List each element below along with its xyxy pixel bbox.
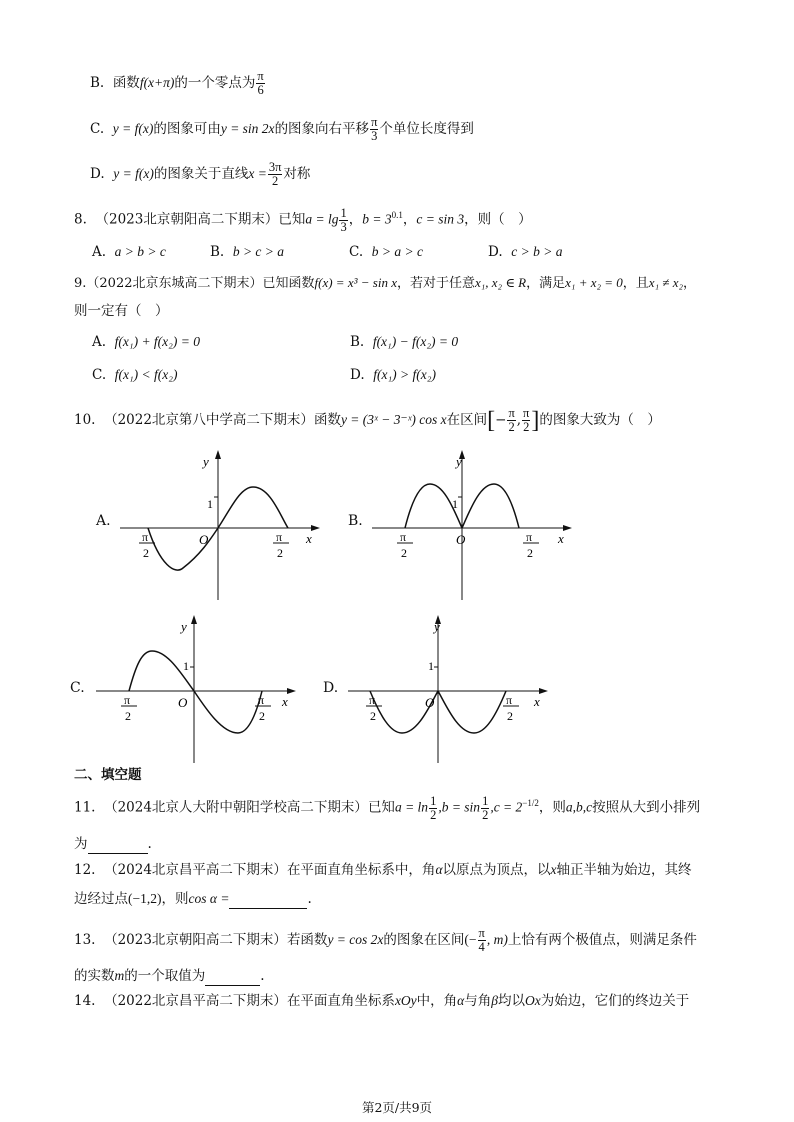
svg-text:y: y — [203, 454, 209, 469]
q13-answer-blank[interactable] — [205, 967, 260, 986]
svg-text:x: x — [534, 694, 540, 709]
question-14: 14. （2022北京昌平高二下期末）在平面直角坐标系xOy中，角α与角β均以Ox为始边，它们的终边关于 — [74, 993, 690, 1009]
svg-text:y: y — [456, 454, 462, 469]
graph-b-letter: B. — [348, 513, 363, 529]
q7-option-c: C. y = f(x)的图象可由y = sin 2x的图象向右平移 $\frac{\pi}{3}$ 个单位长度得到 — [90, 115, 474, 143]
q12-answer-blank[interactable] — [229, 890, 307, 909]
svg-text:O: O — [425, 695, 435, 710]
svg-text:2: 2 — [370, 709, 376, 723]
question-8: 8. （2023北京朝阳高二下期末）已知a = lg $\frac{1}{3}$ ，$b = 3^{0.1}$，c = sin 3，则（ ） — [74, 205, 532, 234]
q8-option-a: A. a > b > c — [92, 244, 166, 260]
graph-c — [96, 615, 306, 765]
svg-text:1: 1 — [428, 659, 434, 673]
q9-option-b: B. f(x₁) − f(x₂) = 0 — [350, 334, 459, 350]
svg-text:π: π — [369, 693, 376, 707]
svg-text:O: O — [178, 695, 188, 710]
question-10: 10. （2022北京第八中学高二下期末）函数y = (3ˣ − 3⁻ˣ) cos x在区间[− $\frac{\pi}{2}$ , $\frac{\pi}{2}$ ]的图象大致为（ ） — [74, 406, 661, 434]
q12-line2: 边经过点(−1,2)，则cos α = . — [74, 891, 312, 907]
question-12: 12. （2024北京昌平高二下期末）在平面直角坐标系中，角α以原点为顶点，以x轴正半轴为始边，其终 — [74, 862, 692, 878]
graph-a-letter: A. — [96, 513, 111, 529]
svg-text:2: 2 — [277, 546, 283, 560]
question-9: 9.（2022北京东城高二下期末）已知函数f(x) = x³ − sin x，若对于任意x₁, x₂ ∈ R，满足x₁ + x₂ = 0，且x₁ ≠ x₂， — [74, 275, 697, 291]
svg-text:2: 2 — [401, 546, 407, 560]
q9-option-d: D. f(x₁) > f(x₂) — [350, 367, 436, 383]
svg-text:2: 2 — [259, 709, 265, 723]
svg-text:2: 2 — [125, 709, 131, 723]
q11-answer-blank[interactable] — [88, 835, 148, 854]
q8-option-d: D. c > b > a — [488, 244, 563, 260]
svg-text:y: y — [434, 619, 440, 634]
q7-option-b: B. 函数f(x+π)的一个零点为 $\frac{\pi}{6}$ — [90, 69, 264, 97]
svg-text:2: 2 — [527, 546, 533, 560]
svg-text:x: x — [558, 531, 564, 546]
graph-a — [120, 450, 330, 600]
q13-line2: 的实数m的一个取值为 . — [74, 968, 265, 984]
svg-text:2: 2 — [507, 709, 513, 723]
svg-text:O: O — [199, 532, 209, 547]
svg-text:x: x — [306, 531, 312, 546]
svg-text:π: π — [526, 530, 533, 544]
q9-option-a: A. f(x₁) + f(x₂) = 0 — [92, 334, 200, 350]
svg-text:π: π — [506, 693, 513, 707]
svg-text:π: π — [276, 530, 283, 544]
graph-d — [348, 615, 558, 765]
svg-text:y: y — [181, 619, 187, 634]
svg-text:1: 1 — [452, 497, 458, 511]
graph-c-letter: C. — [70, 680, 85, 696]
svg-text:1: 1 — [207, 497, 213, 511]
question-11: 11. （2024北京人大附中朝阳学校高二下期末）已知a = ln $\frac{1}{2}$ ,b = sin $\frac{1}{2}$ $,c = 2^{-1/2}$，则a,b,c按照从大到小排列 — [74, 793, 701, 822]
svg-text:1: 1 — [183, 659, 189, 673]
page-footer: 第2页/共9页 — [361, 1100, 433, 1115]
svg-text:π: π — [258, 693, 265, 707]
q8-option-c: C. b > a > c — [349, 244, 423, 260]
section-title: 二、填空题 — [74, 767, 142, 783]
svg-text:x: x — [282, 694, 288, 709]
q11-line2: 为 . — [74, 836, 152, 852]
graph-b — [372, 450, 582, 600]
question-13: 13. （2023北京朝阳高二下期末）若函数y = cos 2x的图象在区间(− $\frac{\pi}{4}$ , m)上恰有两个极值点，则满足条件 — [74, 926, 697, 954]
q8-option-b: B. b > c > a — [210, 244, 285, 260]
svg-text:π: π — [400, 530, 407, 544]
svg-text:π: π — [142, 530, 149, 544]
svg-text:O: O — [456, 532, 466, 547]
q7-option-d: D. y = f(x)的图象关于直线x = $\frac{3\pi}{2}$ 对称 — [90, 160, 311, 188]
q9-option-c: C. f(x₁) < f(x₂) — [92, 367, 178, 383]
svg-text:2: 2 — [143, 546, 149, 560]
svg-text:π: π — [124, 693, 131, 707]
graph-d-letter: D. — [323, 680, 339, 696]
q9-line2: 则一定有（ ） — [74, 303, 169, 319]
